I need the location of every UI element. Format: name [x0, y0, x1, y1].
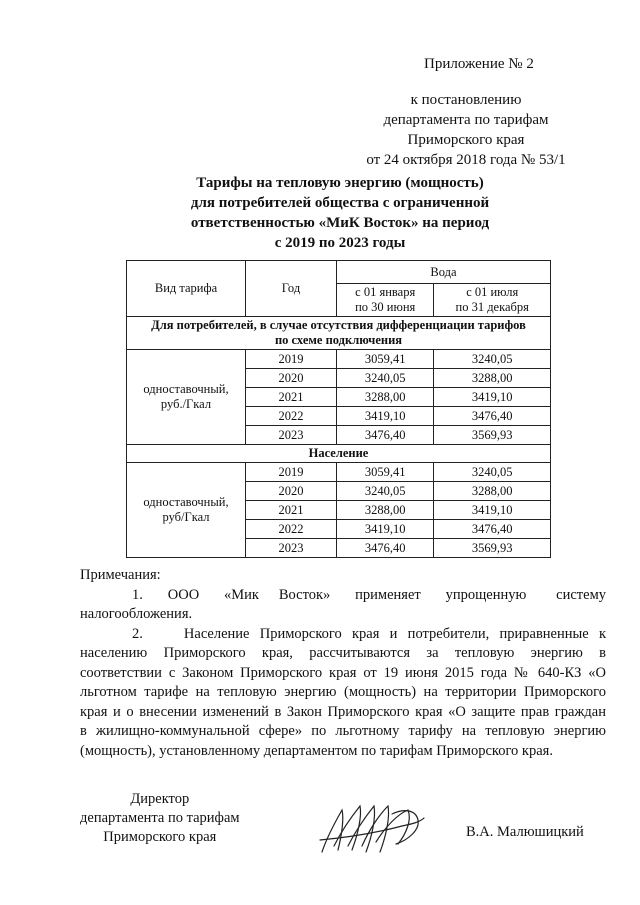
reference-line: от 24 октября 2018 года № 53/1 — [366, 152, 566, 168]
header-water: Вода — [337, 261, 551, 284]
year-cell: 2022 — [246, 520, 337, 539]
note-line: 1. ООО «Мик Восток» применяет упрощенную систему — [132, 586, 606, 603]
year-cell: 2019 — [246, 463, 337, 482]
title-line: с 2019 по 2023 годы — [274, 235, 406, 251]
header-period-first-half — [337, 284, 434, 317]
value-cell: 3288,00 — [337, 501, 434, 520]
director-position — [80, 790, 240, 847]
value-cell: 3569,93 — [434, 539, 551, 558]
period-line: по 31 декабря — [455, 300, 529, 314]
header-tariff-type: Вид тарифа — [127, 261, 246, 317]
year-cell: 2020 — [246, 482, 337, 501]
year-cell: 2020 — [246, 369, 337, 388]
resolution-reference — [336, 90, 596, 170]
year-cell: 2022 — [246, 407, 337, 426]
value-cell: 3288,00 — [434, 482, 551, 501]
header-year: Год — [246, 261, 337, 317]
tariff-type-line: руб./Гкал — [160, 397, 212, 411]
signer-name: В.А. Малюшицкий — [466, 824, 584, 840]
tariff-type-cell — [127, 350, 246, 445]
position-line: департамента по тарифам — [80, 810, 240, 826]
appendix-number: Приложение № 2 — [424, 56, 534, 72]
value-cell: 3288,00 — [434, 369, 551, 388]
document-title — [150, 173, 530, 253]
period-line: по 30 июня — [355, 300, 416, 314]
section-title — [127, 317, 551, 350]
value-cell: 3419,10 — [434, 501, 551, 520]
note-line: налогообложения. — [80, 606, 193, 622]
value-cell: 3419,10 — [337, 407, 434, 426]
position-line: Приморского края — [103, 829, 217, 845]
value-cell: 3569,93 — [434, 426, 551, 445]
reference-line: департамента по тарифам — [383, 112, 549, 128]
reference-line: Приморского края — [407, 132, 525, 148]
note-line: 2. Население Приморского края и потребители, приравненные к — [132, 625, 606, 642]
tariff-table — [126, 260, 551, 558]
value-cell: 3240,05 — [337, 482, 434, 501]
value-cell: 3059,41 — [337, 350, 434, 369]
year-cell: 2021 — [246, 388, 337, 407]
value-cell: 3419,10 — [434, 388, 551, 407]
note-line: в жилищно-коммунальной сфере» по льготному тарифу на тепловую энергию — [80, 723, 606, 739]
section-header-row — [127, 445, 551, 463]
year-cell: 2021 — [246, 501, 337, 520]
table-row — [127, 350, 551, 369]
title-line: ответственностью «МиК Восток» на период — [190, 215, 490, 231]
header-period-second-half — [434, 284, 551, 317]
note-line: льготном тарифе на тепловую энергию (мощность) на территории Приморского — [80, 684, 606, 700]
period-line: с 01 июля — [466, 285, 519, 299]
value-cell: 3288,00 — [337, 388, 434, 407]
year-cell: 2019 — [246, 350, 337, 369]
note-line: населению Приморского края, рассчитываются за тепловую энергию в — [80, 645, 606, 661]
value-cell: 3059,41 — [337, 463, 434, 482]
section-title — [127, 445, 551, 463]
section-title-line: Для потребителей, в случае отсутствия дифференциации тарифов — [151, 318, 526, 332]
section-title-line: по схеме подключения — [274, 333, 403, 347]
position-line: Директор — [130, 791, 190, 807]
reference-line: к постановлению — [410, 92, 522, 108]
note-line: края и о внесении изменений в Закон Приморского края «О защите прав граждан — [80, 703, 606, 720]
note-line: (мощность), установленному департаментом по тарифам Приморского края. — [80, 742, 553, 759]
value-cell: 3476,40 — [337, 426, 434, 445]
value-cell: 3240,05 — [337, 369, 434, 388]
title-line: для потребителей общества с ограниченной — [190, 195, 490, 211]
tariff-type-line: руб/Гкал — [162, 510, 210, 524]
value-cell: 3240,05 — [434, 350, 551, 369]
title-line: Тарифы на тепловую энергию (мощность) — [196, 175, 484, 191]
section-header-row — [127, 317, 551, 350]
year-cell: 2023 — [246, 539, 337, 558]
table-header-row — [127, 261, 551, 284]
period-line: с 01 января — [355, 285, 416, 299]
note-line: соответствии с Законом Приморского края от 19 июня 2015 года № 640-КЗ «О — [80, 664, 606, 681]
value-cell: 3476,40 — [434, 407, 551, 426]
handwritten-signature — [312, 800, 432, 860]
tariff-type-line: одноставочный, — [143, 495, 229, 509]
tariff-type-cell — [127, 463, 246, 558]
value-cell: 3419,10 — [337, 520, 434, 539]
year-cell: 2023 — [246, 426, 337, 445]
table-row — [127, 463, 551, 482]
value-cell: 3476,40 — [434, 520, 551, 539]
notes-heading: Примечания: — [80, 567, 161, 583]
value-cell: 3476,40 — [337, 539, 434, 558]
section-title-line: Население — [308, 446, 369, 460]
notes — [80, 566, 606, 761]
tariff-type-line: одноставочный, — [143, 382, 229, 396]
value-cell: 3240,05 — [434, 463, 551, 482]
